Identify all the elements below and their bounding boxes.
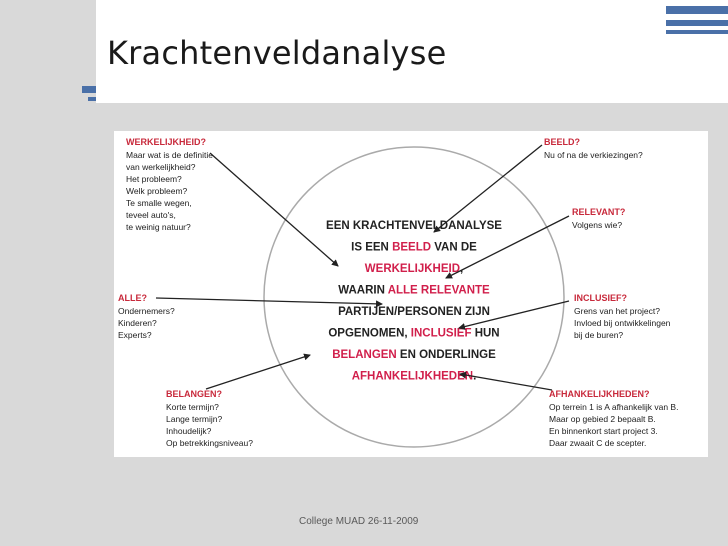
force-field-diagram — [114, 131, 708, 457]
statement-text: , — [460, 263, 464, 275]
note-werkelijkheid — [126, 137, 213, 232]
note-line: Nu of na de verkiezingen? — [544, 150, 643, 160]
center-line — [338, 285, 490, 297]
note-line: Ondernemers? — [118, 306, 175, 316]
arrow-beeld — [434, 145, 542, 232]
note-line: Volgens wie? — [572, 220, 623, 230]
center-line — [328, 328, 499, 340]
center-line — [332, 349, 496, 361]
note-line: te weinig natuur? — [126, 222, 191, 232]
statement-text: EEN KRACHTENVELDANALYSE — [326, 220, 502, 232]
note-relevant — [572, 207, 625, 230]
corner-accent-stripes — [666, 0, 728, 60]
note-line: Grens van het project? — [574, 306, 660, 316]
note-label: RELEVANT? — [572, 207, 626, 217]
statement-text: HUN — [471, 327, 500, 340]
slide-footer: College MUAD 26-11-2009 — [299, 516, 419, 527]
note-label: BEELD? — [544, 137, 580, 147]
center-line — [326, 220, 502, 232]
highlighted-term: ALLE RELEVANTE — [387, 284, 490, 297]
arrow-alle — [156, 298, 382, 304]
note-line: Het probleem? — [126, 174, 182, 184]
note-line: van werkelijkheid? — [126, 162, 196, 172]
highlighted-term: WERKELIJKHEID — [364, 263, 460, 275]
note-line: Te smalle wegen, — [126, 198, 192, 208]
center-line — [338, 306, 490, 318]
note-line: Daar zwaait C de scepter. — [549, 438, 647, 448]
note-label: AFHANKELIJKHEDEN? — [549, 389, 650, 399]
analysis-circle — [264, 147, 564, 447]
slide-title: Krachtenveldanalyse — [107, 34, 447, 72]
statement-text: VAN DE — [431, 241, 477, 254]
note-line: teveel auto's, — [126, 210, 176, 220]
left-accent-mark — [82, 86, 96, 93]
statement-text: EN ONDERLINGE — [396, 349, 496, 361]
center-line — [351, 242, 477, 254]
note-inclusief — [574, 293, 671, 340]
center-line — [365, 263, 463, 275]
note-line: En binnenkort start project 3. — [549, 426, 658, 436]
highlighted-term: AFHANKELIJKHEDEN — [351, 370, 474, 383]
highlighted-term: INCLUSIEF — [410, 327, 472, 340]
left-accent-mark-small — [88, 97, 96, 101]
arrow-werkelijkheid — [210, 153, 338, 266]
note-label: INCLUSIEF? — [574, 293, 627, 303]
diagram-svg — [114, 131, 708, 457]
statement-text: IS EEN — [351, 241, 393, 254]
note-line: Op terrein 1 is A afhankelijk van B. — [549, 402, 679, 412]
note-line: Kinderen? — [118, 318, 157, 328]
note-afhankelijkheden — [549, 389, 678, 448]
note-line: Korte termijn? — [166, 402, 219, 412]
center-statement — [326, 220, 502, 383]
note-belangen — [166, 389, 253, 448]
center-line — [352, 371, 477, 383]
statement-text: WAARIN — [338, 284, 388, 297]
note-line: Lange termijn? — [166, 414, 223, 424]
note-label: ALLE? — [118, 293, 147, 303]
statement-text: PARTIJEN/PERSONEN ZIJN — [338, 306, 490, 318]
statement-text: OPGENOMEN, — [328, 327, 411, 340]
note-line: Maar wat is de definitie — [126, 150, 213, 160]
highlighted-term: BELANGEN — [332, 349, 397, 361]
note-line: Maar op gebied 2 bepaalt B. — [549, 414, 656, 424]
note-line: bij de buren? — [574, 330, 624, 340]
note-label: WERKELIJKHEID? — [126, 137, 207, 147]
arrow-belangen — [206, 355, 310, 389]
note-line: Op betrekkingsniveau? — [166, 438, 253, 448]
note-label: BELANGEN? — [166, 389, 222, 399]
note-line: Experts? — [118, 330, 152, 340]
left-accent-band — [0, 0, 96, 546]
note-line: Invloed bij ontwikkelingen — [574, 318, 671, 328]
note-line: Welk probleem? — [126, 186, 188, 196]
highlighted-term: BEELD — [392, 241, 432, 254]
note-line: Inhoudelijk? — [166, 426, 212, 436]
note-alle — [118, 293, 175, 340]
note-beeld — [544, 137, 643, 160]
